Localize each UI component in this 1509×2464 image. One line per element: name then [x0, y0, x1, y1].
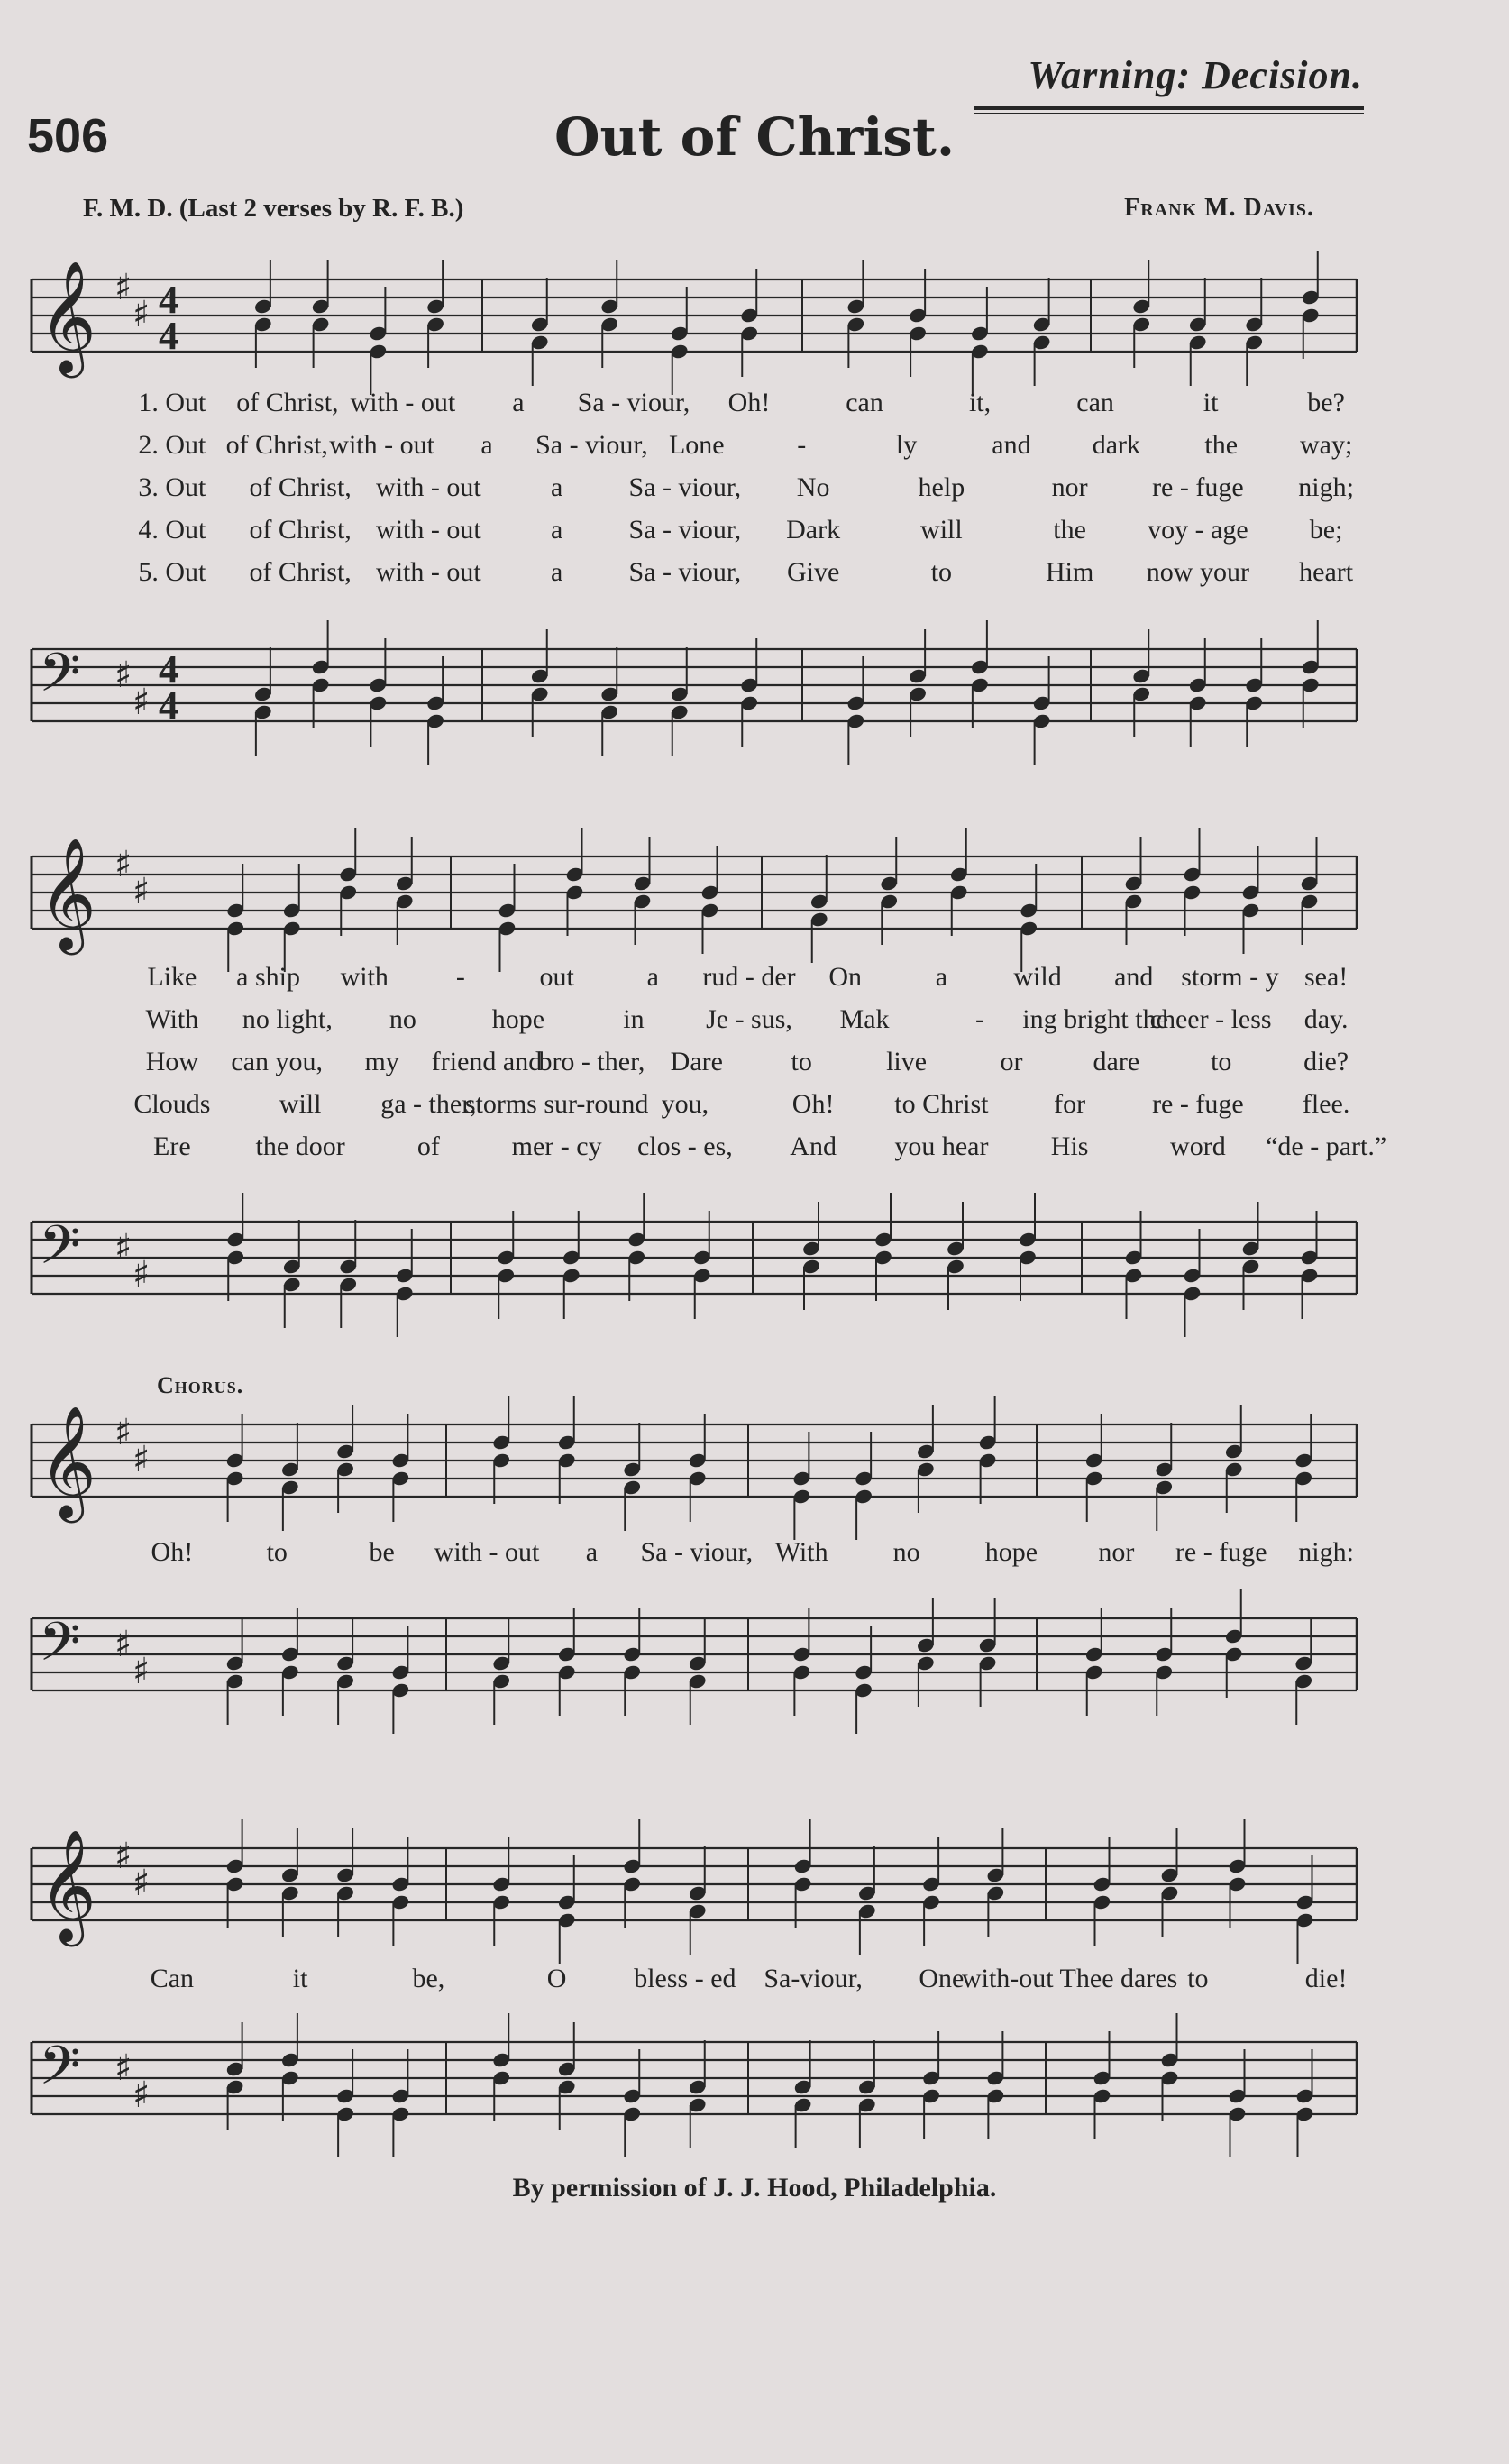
lyric-syllable: a: [646, 962, 659, 992]
lyric-syllable: Dare: [670, 1047, 723, 1076]
lyric-syllable: “de - part.”: [1266, 1131, 1387, 1161]
lyric-syllable: a ship: [236, 962, 300, 992]
chorus-label: Chorus.: [157, 1372, 244, 1398]
lyric-syllable: cheer - less: [1149, 1004, 1272, 1034]
lyric-syllable: bless - ed: [634, 1964, 736, 1993]
lyric-syllable: -: [797, 430, 807, 460]
lyric-syllable: and: [992, 430, 1031, 460]
time-signature: 4: [159, 683, 178, 728]
lyric-syllable: in: [623, 1004, 645, 1034]
lyric-syllable: of Christ,: [236, 388, 339, 417]
lyric-syllable: die?: [1303, 1047, 1349, 1076]
lyric-syllable: a: [550, 515, 563, 545]
bass-staff: [0, 636, 1509, 753]
lyric-syllable: Je - sus,: [706, 1004, 792, 1034]
lyric-syllable: help: [918, 472, 965, 502]
lyric-syllable: a: [512, 388, 525, 417]
lyric-syllable: a: [550, 472, 563, 502]
lyric-syllable: ing bright the: [1022, 1004, 1168, 1034]
sharp-icon: ♯: [133, 1254, 151, 1296]
lyric-syllable: rud - der: [702, 962, 796, 992]
chorus-line: [135, 1537, 1363, 1579]
lyric-syllable: O: [546, 1964, 567, 1993]
lyric-syllable: Dark: [786, 515, 841, 545]
lyric-syllable: no: [892, 1537, 920, 1567]
lyric-syllable: nor: [1098, 1537, 1135, 1567]
lyric-syllable: Give: [786, 557, 840, 587]
bass-staff: [0, 1208, 1509, 1325]
lyric-syllable: bro - ther,: [538, 1047, 645, 1076]
lyric-syllable: 2. Out: [138, 430, 206, 460]
lyric-syllable: Clouds: [133, 1089, 211, 1119]
bass-clef-icon: 𝄢: [39, 1610, 81, 1686]
lyric-syllable: storms sur-round: [464, 1089, 649, 1119]
sharp-icon: ♯: [114, 655, 133, 696]
lyric-syllable: be;: [1309, 515, 1343, 545]
lyric-syllable: it: [1203, 388, 1219, 417]
chorus-line: [135, 1964, 1363, 2005]
lyric-syllable: His: [1050, 1131, 1089, 1161]
lyric-syllable: Ere: [153, 1131, 191, 1161]
lyric-syllable: to Christ: [894, 1089, 989, 1119]
lyric-syllable: friend and: [431, 1047, 543, 1076]
lyric-syllable: wild: [1013, 962, 1062, 992]
lyric-syllable: No: [796, 472, 830, 502]
lyric-syllable: Oh!: [791, 1089, 835, 1119]
lyric-syllable: be,: [412, 1964, 445, 1993]
lyric-syllable: with - out: [350, 388, 456, 417]
lyric-syllable: Sa - viour,: [628, 472, 742, 502]
lyric-syllable: the: [1053, 515, 1086, 545]
sharp-icon: ♯: [114, 2047, 133, 2089]
lyric-syllable: the door: [255, 1131, 345, 1161]
lyric-syllable: With: [145, 1004, 199, 1034]
time-signature: 4: [159, 314, 178, 358]
sharp-icon: ♯: [133, 294, 151, 335]
treble-staff: [0, 1829, 1509, 1952]
lyric-syllable: with: [340, 962, 389, 992]
treble-staff: [0, 261, 1509, 383]
hymn-title: Out of Christ.: [553, 106, 956, 168]
lyric-syllable: it: [292, 1964, 308, 1993]
lyric-syllable: word: [1170, 1131, 1226, 1161]
lyric-syllable: the: [1204, 430, 1239, 460]
lyric-syllable: can you,: [231, 1047, 324, 1076]
verse-line-1: [135, 388, 1363, 429]
lyric-syllable: to: [791, 1047, 812, 1076]
treble-staff: [0, 838, 1509, 960]
lyric-syllable: with - out: [376, 557, 481, 587]
lyric-syllable: to: [1211, 1047, 1232, 1076]
sharp-icon: ♯: [133, 1651, 151, 1692]
lyric-syllable: Sa - viour,: [577, 388, 690, 417]
lyric-syllable: a: [585, 1537, 599, 1567]
lyric-syllable: a: [550, 557, 563, 587]
lyric-syllable: way;: [1299, 430, 1353, 460]
sharp-icon: ♯: [133, 2075, 151, 2116]
lyric-syllable: Him: [1045, 557, 1094, 587]
lyric-syllable: With: [774, 1537, 828, 1567]
lyric-syllable: a: [480, 430, 493, 460]
sharp-icon: ♯: [133, 1863, 151, 1904]
lyric-syllable: nor: [1051, 472, 1088, 502]
sharp-icon: ♯: [114, 844, 133, 885]
lyric-syllable: 3. Out: [138, 472, 206, 502]
sharp-icon: ♯: [133, 1439, 151, 1480]
lyric-syllable: to: [930, 557, 953, 587]
lyric-syllable: Like: [147, 962, 197, 992]
bass-clef-icon: 𝄢: [39, 1214, 81, 1289]
time-signature: 4: [159, 647, 178, 692]
lyric-syllable: out: [539, 962, 574, 992]
verse-line-2: [135, 1004, 1363, 1046]
lyric-syllable: dark: [1092, 430, 1141, 460]
lyric-syllable: Sa-viour,: [764, 1964, 863, 1993]
lyric-syllable: you,: [661, 1089, 709, 1119]
lyric-syllable: live: [886, 1047, 928, 1076]
lyric-syllable: hope: [491, 1004, 545, 1034]
lyric-syllable: ly: [895, 430, 918, 460]
lyric-syllable: with - out: [376, 472, 481, 502]
lyric-syllable: day.: [1303, 1004, 1349, 1034]
lyric-syllable: One: [919, 1964, 965, 1993]
sharp-icon: ♯: [133, 871, 151, 912]
lyric-syllable: Oh!: [151, 1537, 194, 1567]
lyric-syllable: of Christ,: [249, 557, 352, 587]
lyric-syllable: 4. Out: [138, 515, 206, 545]
lyric-syllable: to: [1187, 1964, 1209, 1993]
verse-line-2: [135, 430, 1363, 472]
verse-line-3: [135, 1047, 1363, 1088]
verse-line-3: [135, 472, 1363, 514]
lyric-syllable: Sa - viour,: [535, 430, 648, 460]
verse-line-5: [135, 557, 1363, 599]
lyric-syllable: no light,: [242, 1004, 333, 1034]
lyric-syllable: ga - ther,: [380, 1089, 477, 1119]
lyric-syllable: will: [920, 515, 963, 545]
verse-line-5: [135, 1131, 1387, 1173]
time-signature: 4: [159, 278, 178, 322]
lyric-syllable: of Christ,: [249, 472, 352, 502]
lyric-syllable: my: [364, 1047, 399, 1076]
lyric-syllable: be?: [1307, 388, 1345, 417]
lyric-syllable: now your: [1146, 557, 1249, 587]
lyric-syllable: can: [846, 388, 883, 417]
lyric-syllable: be: [369, 1537, 395, 1567]
lyric-syllable: with - out: [329, 430, 434, 460]
lyric-syllable: hope: [984, 1537, 1038, 1567]
lyric-syllable: And: [790, 1131, 837, 1161]
sharp-icon: ♯: [114, 1624, 133, 1665]
verse-line-4: [135, 1089, 1363, 1131]
bass-clef-icon: 𝄢: [39, 641, 81, 717]
lyric-syllable: nigh;: [1298, 472, 1354, 502]
lyric-syllable: you hear: [894, 1131, 989, 1161]
lyric-syllable: will: [279, 1089, 322, 1119]
lyric-syllable: with - out: [434, 1537, 540, 1567]
lyric-syllable: 5. Out: [138, 557, 206, 587]
lyric-syllable: sea!: [1303, 962, 1349, 992]
lyric-syllable: to: [266, 1537, 288, 1567]
bass-clef-icon: 𝄢: [39, 2034, 81, 2110]
topic-heading: Warning: Decision.: [1028, 53, 1363, 97]
sharp-icon: ♯: [133, 682, 151, 723]
lyric-syllable: heart: [1299, 557, 1354, 587]
lyric-syllable: On: [828, 962, 863, 992]
lyric-syllable: and: [1114, 962, 1154, 992]
lyric-syllable: Can: [150, 1964, 195, 1993]
treble-clef-icon: 𝄞: [39, 1829, 96, 1942]
lyric-syllable: nigh:: [1298, 1537, 1354, 1567]
lyric-syllable: clos - es,: [636, 1131, 733, 1161]
lyric-syllable: can: [1076, 388, 1114, 417]
treble-staff: [0, 1406, 1509, 1528]
music-credit: Frank M. Davis.: [1124, 194, 1314, 222]
lyric-syllable: dare: [1093, 1047, 1140, 1076]
lyric-syllable: re - fuge: [1152, 472, 1244, 502]
hymn-number: 506: [27, 109, 109, 163]
lyric-syllable: Lone: [668, 430, 725, 460]
lyric-syllable: re - fuge: [1152, 1089, 1244, 1119]
lyric-syllable: with-out Thee dares: [961, 1964, 1178, 1993]
lyric-syllable: voy - age: [1148, 515, 1248, 545]
lyric-syllable: with - out: [376, 515, 481, 545]
lyric-syllable: of Christ,: [249, 515, 352, 545]
lyric-syllable: a: [935, 962, 948, 992]
lyric-syllable: no: [389, 1004, 416, 1034]
lyric-syllable: Sa - viour,: [628, 515, 742, 545]
lyric-syllable: storm - y: [1181, 962, 1279, 992]
sharp-icon: ♯: [114, 1227, 133, 1269]
lyric-syllable: flee.: [1302, 1089, 1350, 1119]
lyric-syllable: Sa - viour,: [628, 557, 742, 587]
lyric-syllable: -: [455, 962, 465, 992]
lyric-syllable: 1. Out: [138, 388, 206, 417]
treble-clef-icon: 𝄞: [39, 1406, 96, 1518]
lyric-syllable: mer - cy: [511, 1131, 602, 1161]
words-credit: F. M. D. (Last 2 verses by R. F. B.): [83, 194, 464, 223]
sharp-icon: ♯: [114, 267, 133, 308]
verse-line-1: [135, 962, 1363, 1003]
treble-clef-icon: 𝄞: [39, 838, 96, 950]
sharp-icon: ♯: [114, 1412, 133, 1453]
lyric-syllable: Mak: [839, 1004, 890, 1034]
bass-staff: [0, 2029, 1509, 2146]
lyric-syllable: die!: [1304, 1964, 1348, 1993]
lyric-syllable: of: [416, 1131, 440, 1161]
sharp-icon: ♯: [114, 1836, 133, 1877]
lyric-syllable: Sa - viour,: [640, 1537, 754, 1567]
lyric-syllable: or: [1000, 1047, 1023, 1076]
lyric-syllable: Oh!: [727, 388, 771, 417]
lyric-syllable: of Christ,: [225, 430, 328, 460]
lyric-syllable: How: [145, 1047, 199, 1076]
lyric-syllable: re - fuge: [1175, 1537, 1267, 1567]
lyric-syllable: it,: [968, 388, 992, 417]
verse-line-4: [135, 515, 1363, 556]
lyric-syllable: -: [975, 1004, 985, 1034]
lyric-syllable: for: [1054, 1089, 1086, 1119]
treble-clef-icon: 𝄞: [39, 261, 96, 373]
permission-note: By permission of J. J. Hood, Philadelphia.: [512, 2173, 997, 2203]
bass-staff: [0, 1605, 1509, 1722]
